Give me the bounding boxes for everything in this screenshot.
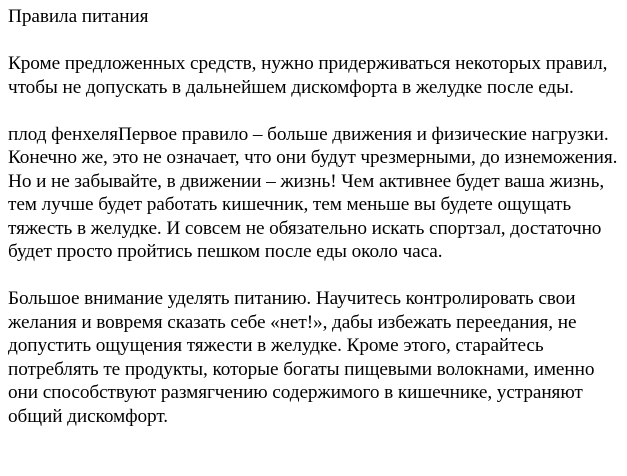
page-title: Правила питания — [8, 6, 149, 27]
paragraph-intro: Кроме предложенных средств, нужно придерживаться некоторых правил, чтобы не допускать в дальнейшем дискомфорта в желудке после еды. — [8, 53, 608, 98]
paragraph-rule-nutrition: Большое внимание уделять питанию. Научитесь контролировать свои желания и вовремя сказать себе «нет!», дабы избежать переедания, не допустить ощущения тяжести в желудке. Кроме этого, старайтесь потреблять те продукты, которые богаты пищевыми волокнами, именно они способствуют размягчению содержимого в кишечнике, устраняют общий дискомфорт. — [8, 288, 595, 427]
paragraph-rule-movement: плод фенхеляПервое правило – больше движения и физические нагрузки. Конечно же, это не означает, что они будут чрезмерными, до изнеможения. Но и не забывайте, в движении – жизнь! Чем активнее будет ваша жизнь, тем лучше будет работать кишечник, тем меньше вы будете ощущать тяжесть в желудке. И совсем не обязательно искать спортзал, достаточно будет просто пройтись пешком после еды около часа. — [8, 123, 618, 262]
article — [8, 5, 623, 428]
